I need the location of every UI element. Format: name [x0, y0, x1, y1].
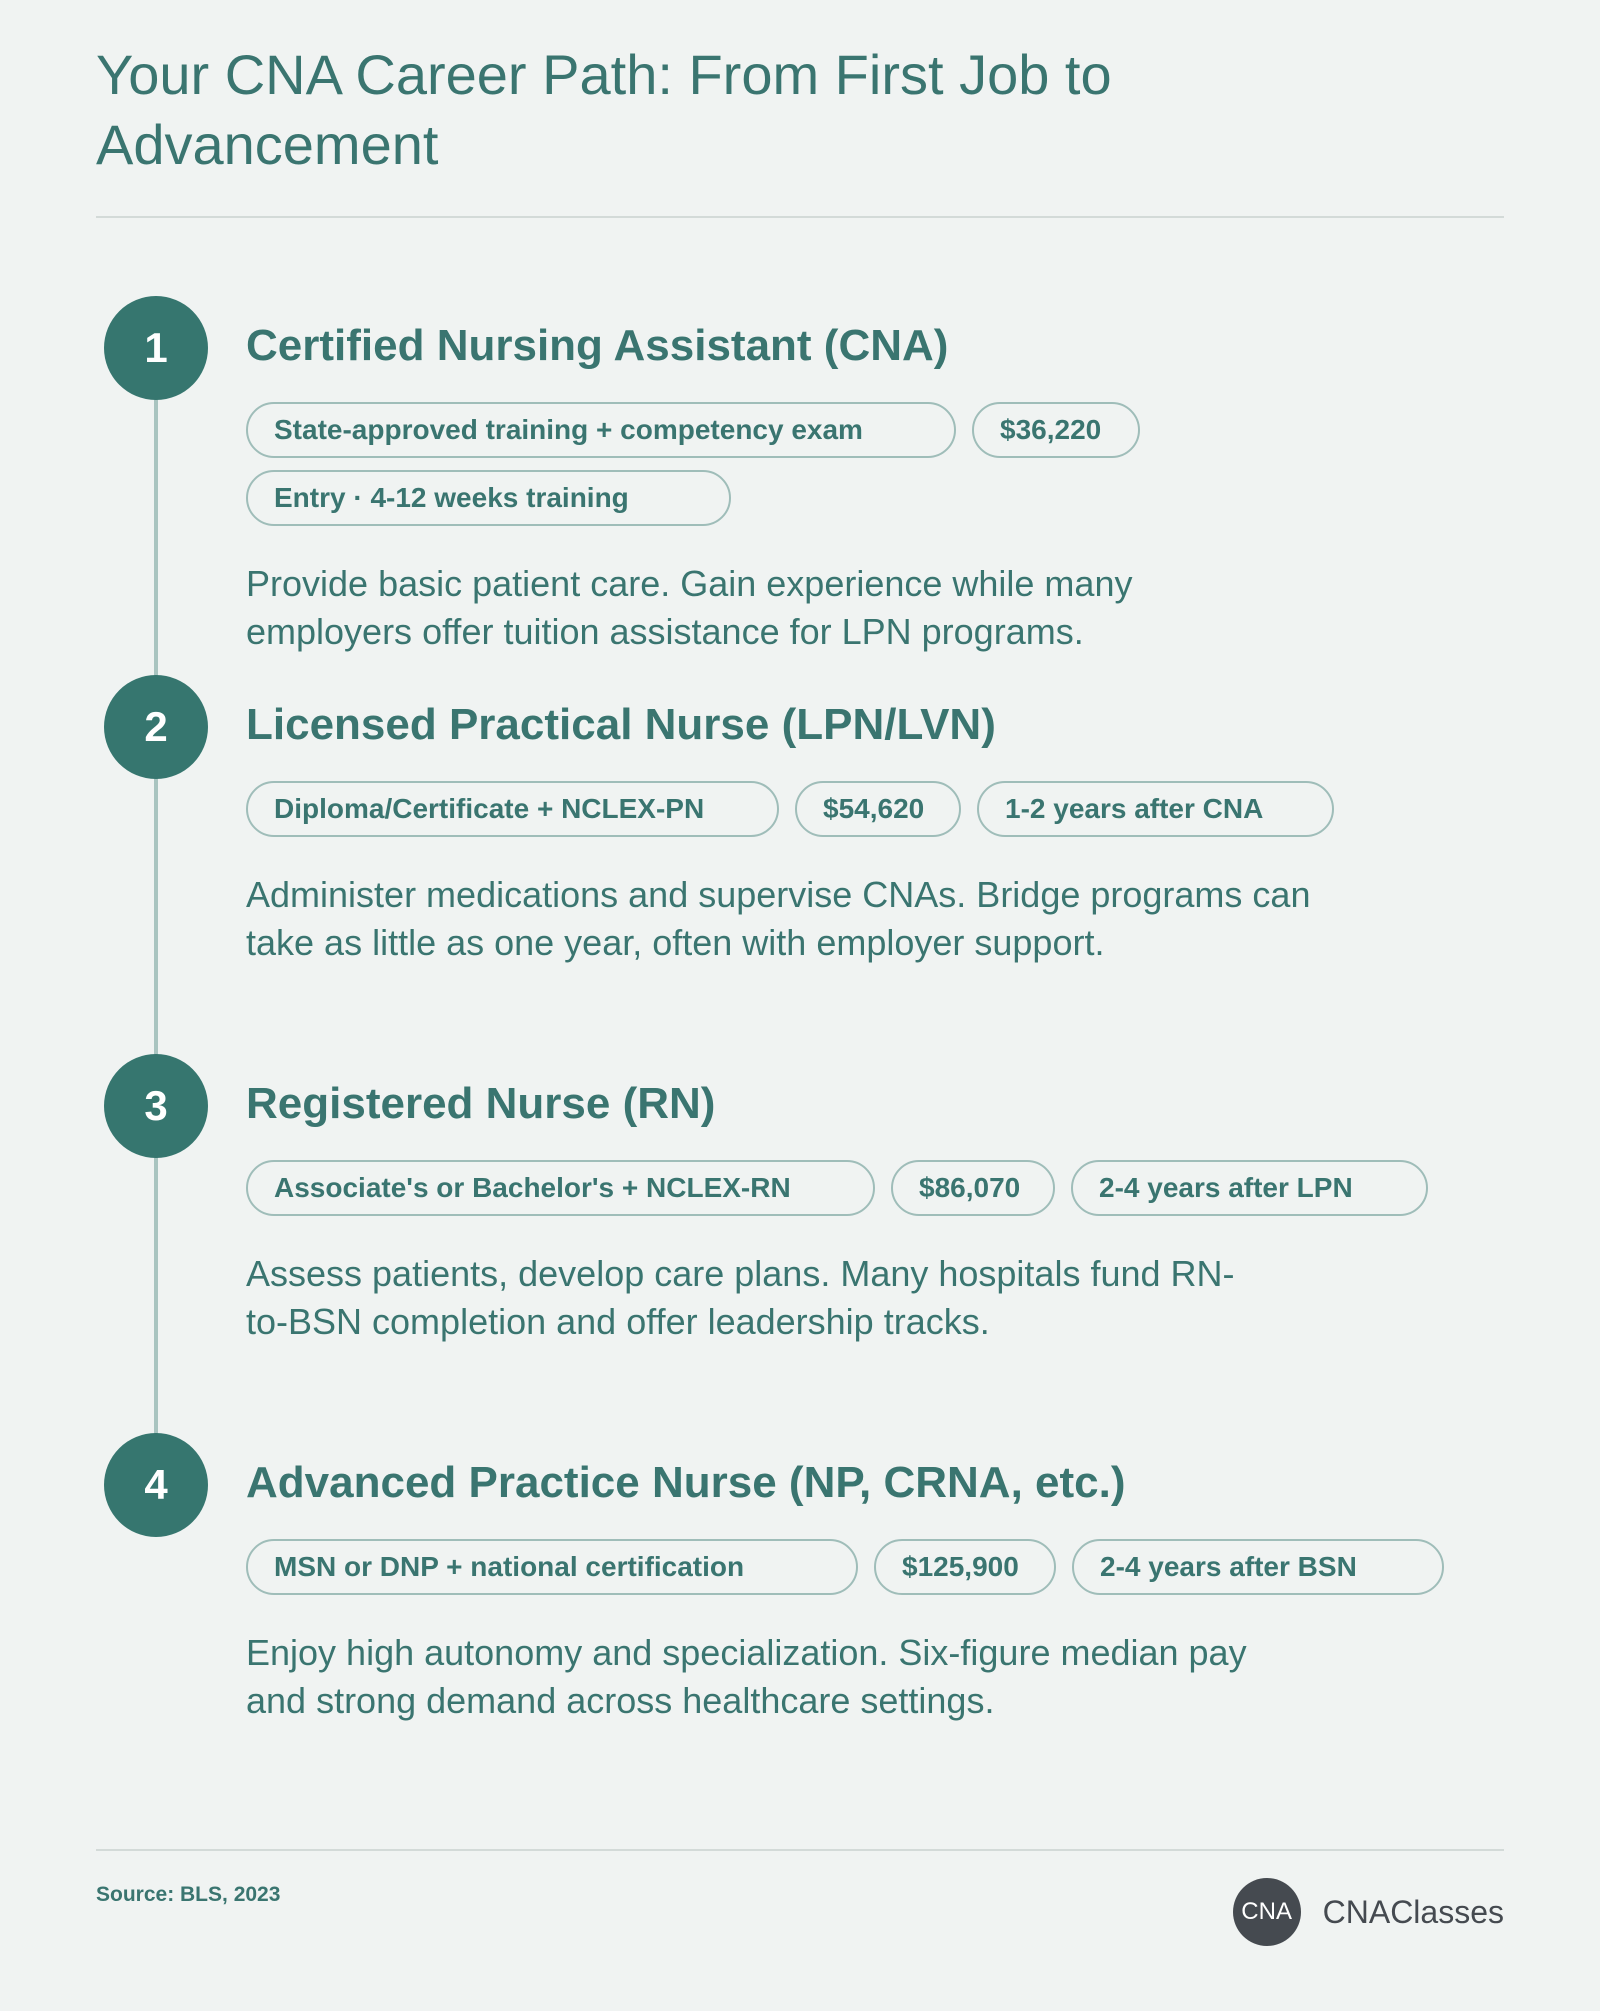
footer-divider: [96, 1849, 1504, 1851]
timeline-line: [154, 348, 158, 1488]
step-content: [246, 318, 1446, 656]
step-content: [246, 697, 1446, 967]
timeframe-tag: Entry · 4-12 weeks training: [246, 470, 731, 526]
step-title: Certified Nursing Assistant (CNA): [246, 321, 949, 370]
step-number-badge: 4: [104, 1433, 208, 1537]
step-description: Assess patients, develop care plans. Many hospitals fund RN-to-BSN completion and offer leadership tracks.: [246, 1253, 1235, 1342]
step-title: Licensed Practical Nurse (LPN/LVN): [246, 700, 996, 749]
source-citation: Source: BLS, 2023: [96, 1883, 281, 1906]
step-description: Administer medications and supervise CNAs. Bridge programs can take as little as one year, often with employer support.: [246, 874, 1311, 963]
brand: [1233, 1878, 1504, 1946]
step-content: [246, 1455, 1446, 1725]
step-tags: [246, 1160, 1446, 1216]
timeframe-tag: 2-4 years after LPN: [1071, 1160, 1428, 1216]
timeframe-tag: 1-2 years after CNA: [977, 781, 1334, 837]
salary-tag: $125,900: [874, 1539, 1056, 1595]
step-tags: [246, 781, 1396, 837]
step-number-badge: 1: [104, 296, 208, 400]
timeframe-tag: 2-4 years after BSN: [1072, 1539, 1444, 1595]
salary-tag: $86,070: [891, 1160, 1055, 1216]
step-tags: [246, 1539, 1446, 1595]
requirement-tag: MSN or DNP + national certification: [246, 1539, 858, 1595]
requirement-tag: State-approved training + competency exam: [246, 402, 956, 458]
brand-name: CNAClasses: [1322, 1893, 1504, 1930]
step-number-badge: 3: [104, 1054, 208, 1158]
step-title: Registered Nurse (RN): [246, 1079, 716, 1128]
step-tags: [246, 402, 1166, 526]
requirement-tag: Diploma/Certificate + NCLEX-PN: [246, 781, 779, 837]
requirement-tag: Associate's or Bachelor's + NCLEX-RN: [246, 1160, 875, 1216]
page-title: Your CNA Career Path: From First Job to Advancement: [96, 43, 1112, 176]
step-description: Enjoy high autonomy and specialization. Six-figure median pay and strong demand across healthcare settings.: [246, 1632, 1247, 1721]
step-number-badge: 2: [104, 675, 208, 779]
brand-logo: CNA: [1233, 1878, 1301, 1946]
step-description: Provide basic patient care. Gain experience while many employers offer tuition assistance for LPN programs.: [246, 563, 1133, 652]
step-title: Advanced Practice Nurse (NP, CRNA, etc.): [246, 1458, 1126, 1507]
salary-tag: $36,220: [972, 402, 1140, 458]
step-content: [246, 1076, 1446, 1346]
header-divider: [96, 216, 1504, 218]
salary-tag: $54,620: [795, 781, 961, 837]
